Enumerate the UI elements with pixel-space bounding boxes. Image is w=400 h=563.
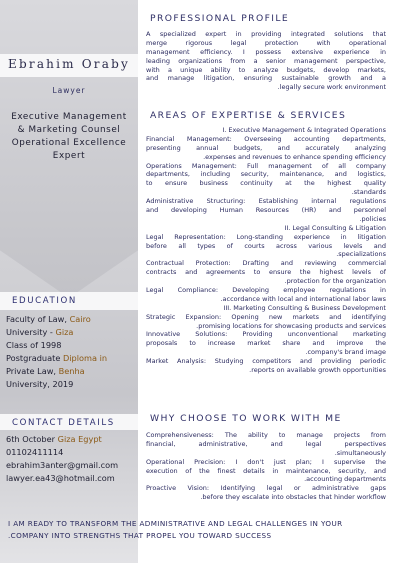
text-line: proposals to increase market share and improve the — [146, 339, 386, 348]
expertise-heading: AREAS OF EXPERTISE & SERVICES — [150, 110, 347, 121]
education-line: Class of 1998 — [6, 340, 62, 350]
text-line: A specialized expert in providing integrated solutions that — [146, 30, 386, 38]
text-line: Market Analysis: Studying competitors and providing periodic — [146, 357, 386, 366]
text-line: .company's brand image — [305, 348, 386, 357]
job-title-line: Executive Management — [11, 112, 127, 122]
text-line: .promising locations for showcasing products and services — [196, 321, 386, 330]
text-line: execution of the finest details in maintenance, security, and — [146, 466, 386, 475]
education-line: University, 2019 — [6, 379, 74, 389]
text-line: I. Executive Management & Integrated Operations — [222, 126, 386, 134]
why-list — [146, 431, 386, 502]
text-line: Innovative Solutions: Providing unconventional marketing — [146, 330, 386, 339]
education-line: Faculty of Law, Cairo — [6, 314, 91, 324]
text-line: .legally secure work environment — [277, 83, 386, 92]
text-line: III. Marketing Consulting & Business Development — [223, 303, 386, 312]
text-line: to ensure business continuity at the highest quality — [146, 179, 386, 188]
text-line: .accordance with local and international labor laws — [220, 294, 386, 303]
job-title-line: Expert — [52, 151, 86, 161]
text-line: .specializations — [336, 250, 386, 259]
text-line: .accounting departments — [304, 475, 386, 484]
text-line: presenting annual budgets, and accurately analyzing — [146, 143, 386, 152]
text-line: Comprehensiveness: The ability to manage projects from — [146, 431, 386, 439]
contact-email-gmail[interactable]: ebrahim3anter@gmail.com — [6, 460, 119, 470]
person-role: Lawyer — [52, 86, 86, 95]
text-line: contracts and agreements to ensure the highest levels of — [146, 268, 386, 277]
text-line: Proactive Vision: Identifying legal or administrative gaps — [146, 484, 386, 493]
text-line: II. Legal Consulting & Litigation — [284, 223, 386, 232]
expertise-list — [146, 126, 386, 375]
text-line: Strategic Expansion: Opening new markets and identifying — [146, 312, 386, 321]
text-line: management efficiency. I possess extensive experience in — [146, 47, 386, 56]
text-line: .expenses and revenues to enhance spending efficiency — [203, 152, 386, 161]
text-line: .reports on available growth opportunities — [249, 366, 386, 375]
education-line: University - Giza — [6, 327, 74, 337]
text-line: Financial Management: Overseeing accounting departments, — [146, 134, 386, 143]
education-heading: EDUCATION — [12, 296, 77, 306]
education-line: Private Law, Benha — [6, 366, 85, 376]
text-line: and developing Human Resources (HR) and personnel — [146, 206, 386, 215]
profile-paragraph — [146, 30, 386, 92]
text-line: Operations Management: Full management of all company — [146, 161, 386, 170]
text-line: merge rigorous legal protection with operational — [146, 38, 386, 47]
text-line: Administrative Structuring: Establishing internal regulations — [146, 197, 386, 206]
text-line: .standards — [351, 188, 386, 197]
closing-statement — [8, 518, 393, 542]
text-line: Legal Representation: Long-standing experience in litigation — [146, 232, 386, 241]
closing-line: I AM READY TO TRANSFORM THE ADMINISTRATIVE AND LEGAL CHALLENGES IN YOUR — [8, 519, 343, 528]
text-line: .policies — [359, 214, 386, 223]
text-line: departments, including security, maintenance, and logistics, — [146, 170, 386, 179]
text-line: before all types of courts across various levels and — [146, 241, 386, 250]
contact-email-hotmail[interactable]: lawyer.ea43@hotmail.com — [6, 473, 115, 483]
profile-heading: PROFESSIONAL PROFILE — [150, 13, 290, 24]
text-line: Contractual Protection: Drafting and reviewing commercial — [146, 259, 386, 268]
closing-line: .COMPANY INTO STRENGTHS THAT PROPEL YOU TOWARD SUCCESS — [8, 531, 272, 540]
contact-phone[interactable]: 01102411114 — [6, 447, 64, 457]
text-line: with a unique ability to analyze budgets, develop markets, — [146, 65, 386, 74]
contact-heading: CONTACT DETAILS — [12, 418, 115, 428]
text-line: Operational Precision: I don't just plan; I supervise the — [146, 457, 386, 466]
job-title-line: Operational Excellence — [11, 138, 127, 148]
text-line: financial, administrative, and legal perspectives — [146, 439, 386, 448]
text-line: and manage litigation, ensuring sustainable growth and a — [146, 74, 386, 83]
contact-address: 6th October Giza Egypt — [6, 434, 102, 444]
person-name: Ebrahim Oraby — [8, 57, 130, 71]
text-line: .protection for the organization — [284, 277, 386, 286]
text-line: .before they escalate into obstacles that hinder workflow — [200, 493, 386, 502]
education-line: Postgraduate Diploma in — [6, 353, 108, 363]
text-line: leading organizations from a senior management perspective, — [146, 56, 386, 65]
text-line: .simultaneously — [334, 448, 386, 457]
job-title-line: & Marketing Counsel — [17, 125, 121, 135]
why-heading: WHY CHOOSE TO WORK WITH ME — [150, 413, 342, 424]
text-line: Legal Compliance: Developing employee regulations in — [146, 286, 386, 295]
